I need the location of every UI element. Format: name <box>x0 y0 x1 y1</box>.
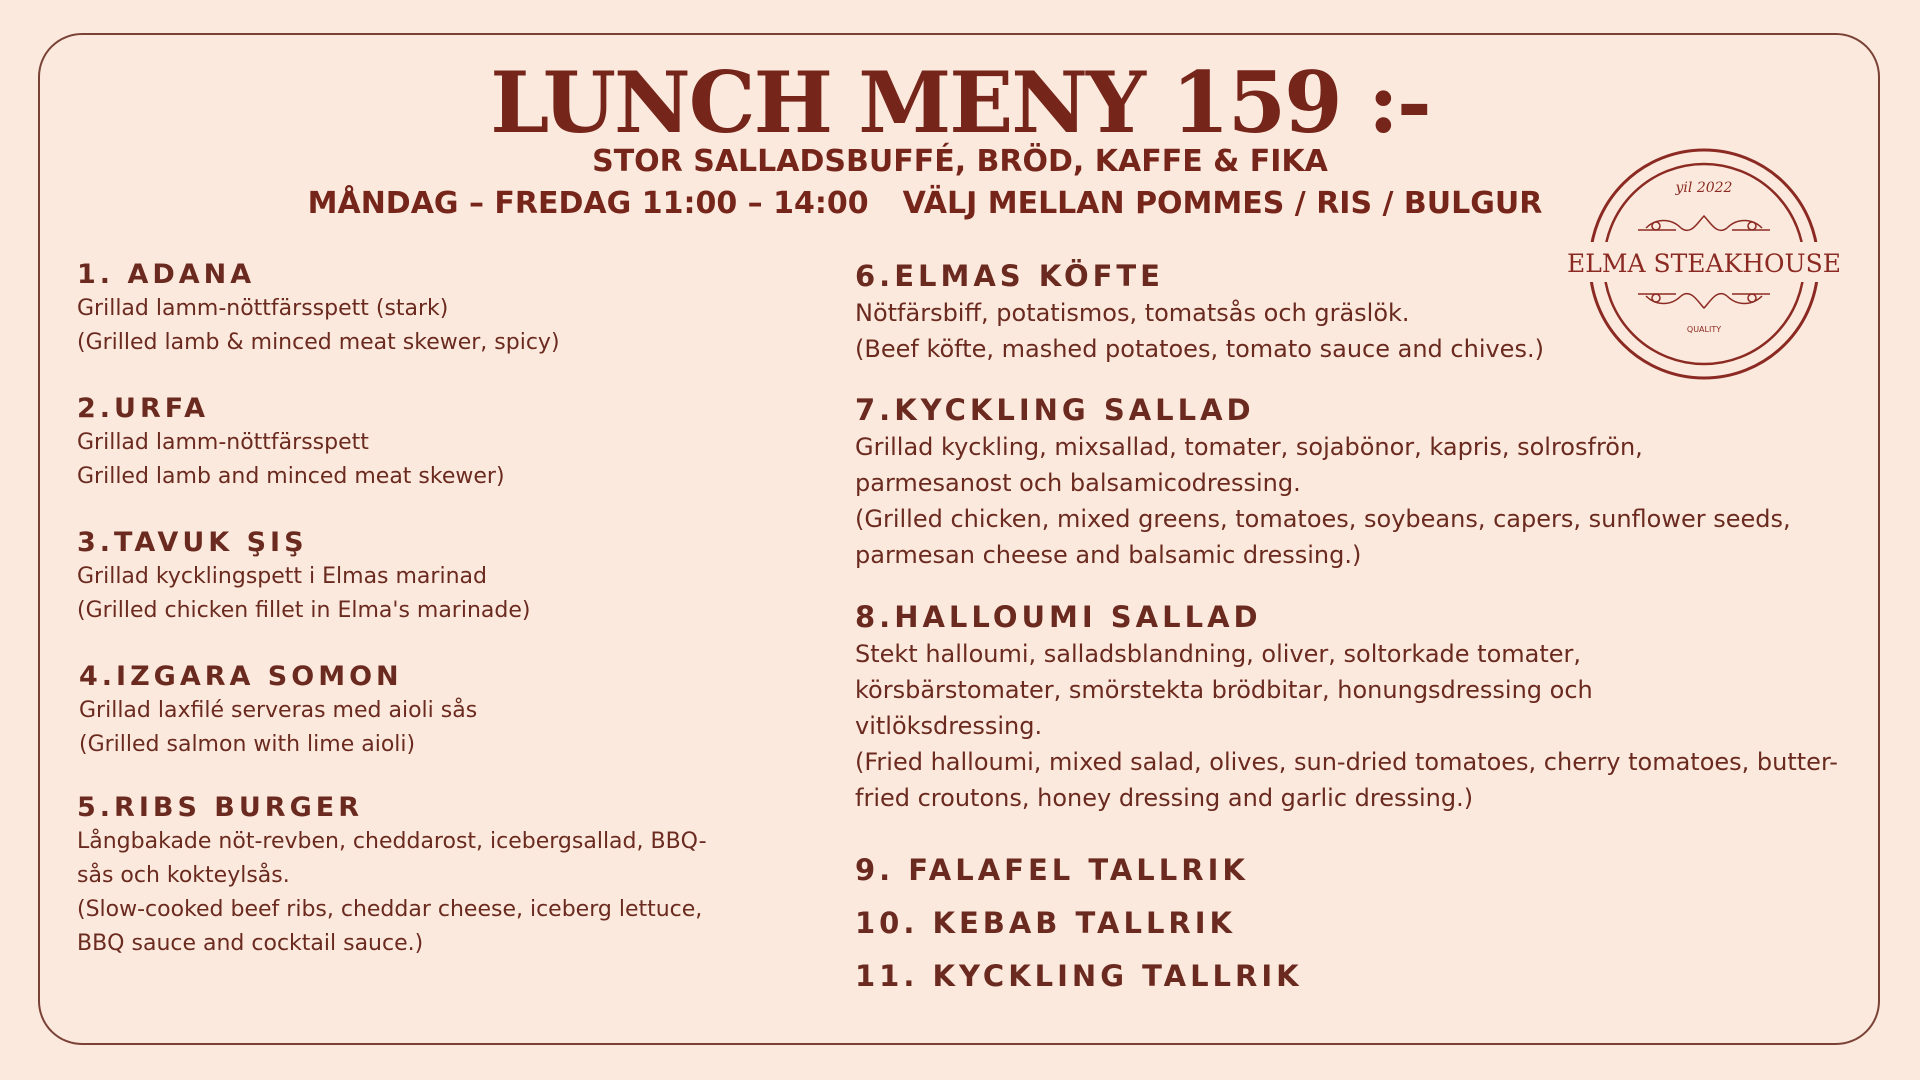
item-name: 8.HALLOUMI SALLAD <box>855 600 1262 634</box>
item-desc-sv: Grillad laxfilé serveras med aioli sås <box>79 698 478 723</box>
item-desc-sv: Grillad kycklingspett i Elmas marinad <box>77 564 487 589</box>
logo-year: yil 2022 <box>1675 180 1733 196</box>
item-desc-en: (Grilled chicken fillet in Elma's marinade) <box>77 598 531 623</box>
ornament-top-icon <box>1638 216 1770 230</box>
item-desc-sv: Nötfärsbiff, potatismos, tomatsås och gräslök. <box>855 299 1410 327</box>
item-desc-en: (Grilled salmon with lime aioli) <box>79 732 416 757</box>
logo-quality: QUALITY <box>1686 325 1722 334</box>
item-name: 5.RIBS BURGER <box>77 792 363 823</box>
menu-item-4 <box>79 660 477 762</box>
item-desc-sv: Långbakade nöt-revben, cheddarost, icebergsallad, BBQ-sås och kokteylsås. <box>77 829 707 888</box>
item-desc-en: Grilled lamb and minced meat skewer) <box>77 464 505 489</box>
item-desc-en: (Beef köfte, mashed potatoes, tomato sauce and chives.) <box>855 335 1544 363</box>
menu-item-5 <box>77 791 737 961</box>
menu-item-2 <box>77 392 505 494</box>
menu-hours-line <box>0 184 1850 224</box>
menu-subtitle: STOR SALLADSBUFFÉ, BRÖD, KAFFE & FIKA <box>592 144 1328 179</box>
item-name: 9. FALAFEL TALLRIK <box>855 853 1249 887</box>
item-desc-en: (Slow-cooked beef ribs, cheddar cheese, iceberg lettuce, BBQ sauce and cocktail sauce.) <box>77 897 703 956</box>
item-name: 3.TAVUK ŞIŞ <box>77 527 308 558</box>
opening-hours: MÅNDAG – FREDAG 11:00 – 14:00 <box>307 186 869 221</box>
item-name: 1. ADANA <box>77 259 256 290</box>
item-name: 6.ELMAS KÖFTE <box>855 259 1164 293</box>
menu-item-3 <box>77 526 530 628</box>
item-desc-sv: Grillad kyckling, mixsallad, tomater, sojabönor, kapris, solrosfrön, parmesanost och balsamicodressing. <box>855 433 1643 497</box>
menu-item-7 <box>855 391 1805 573</box>
menu-item-6 <box>855 257 1555 367</box>
elma-steakhouse-logo <box>1567 146 1841 382</box>
side-choice: VÄLJ MELLAN POMMES / RIS / BULGUR <box>902 186 1543 221</box>
item-name: 7.KYCKLING SALLAD <box>855 393 1255 427</box>
item-name: 11. KYCKLING TALLRIK <box>855 959 1303 993</box>
menu-item-1 <box>77 258 560 360</box>
item-desc-sv: Grillad lamm-nöttfärsspett (stark) <box>77 296 449 321</box>
menu-item-11 <box>855 957 1303 995</box>
menu-item-8 <box>855 598 1845 816</box>
item-desc-sv: Grillad lamm-nöttfärsspett <box>77 430 369 455</box>
item-desc-en: (Grilled chicken, mixed greens, tomatoes, soybeans, capers, sunflower seeds, parmesan cheese and balsamic dressing.) <box>855 505 1791 569</box>
item-name: 10. KEBAB TALLRIK <box>855 906 1237 940</box>
menu-item-9 <box>855 851 1249 889</box>
item-desc-en: (Grilled lamb & minced meat skewer, spicy) <box>77 330 560 355</box>
menu-title: LUNCH MENY 159 :- <box>490 53 1430 152</box>
item-name: 4.IZGARA SOMON <box>79 661 403 692</box>
menu-item-10 <box>855 904 1236 942</box>
item-desc-en: (Fried halloumi, mixed salad, olives, sun-dried tomatoes, cherry tomatoes, butter-fried croutons, honey dressing and garlic dressing.) <box>855 748 1838 812</box>
item-name: 2.URFA <box>77 393 209 424</box>
logo-name: ELMA STEAKHOUSE <box>1567 249 1841 278</box>
item-desc-sv: Stekt halloumi, salladsblandning, oliver, soltorkade tomater, körsbärstomater, smörstekta brödbitar, honungsdressing och vitlöksdressing. <box>855 640 1593 740</box>
ornament-bottom-icon <box>1638 294 1770 308</box>
